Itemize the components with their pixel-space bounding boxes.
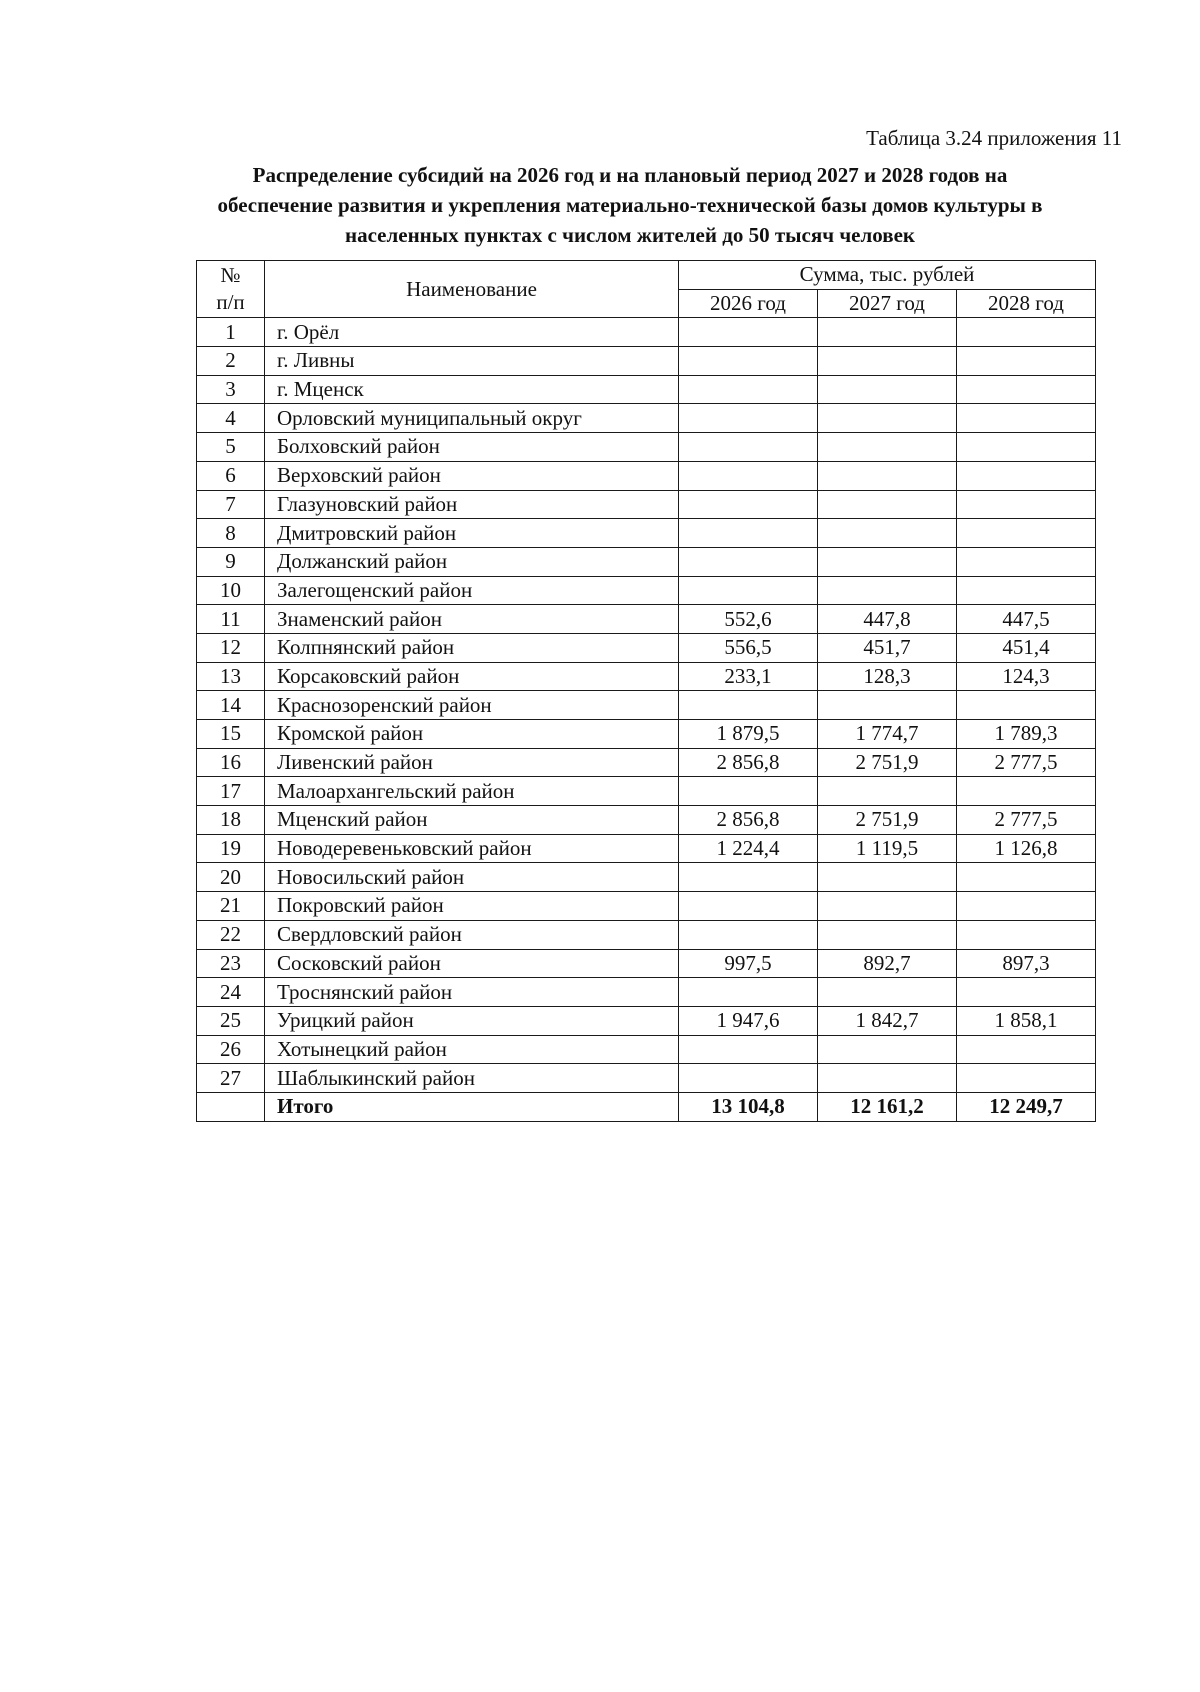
row-name: Орловский муниципальный округ [265, 404, 679, 433]
row-value-2027: 451,7 [818, 633, 957, 662]
row-value-2026: 1 879,5 [679, 720, 818, 749]
row-name: Краснозоренский район [265, 691, 679, 720]
row-name: Новодеревеньковский район [265, 834, 679, 863]
row-value-2028 [957, 1064, 1096, 1093]
row-value-2027 [818, 433, 957, 462]
table-row [197, 347, 1096, 376]
total-row [197, 1092, 1096, 1121]
row-value-2026 [679, 547, 818, 576]
row-value-2027: 1 842,7 [818, 1006, 957, 1035]
row-value-2028: 1 126,8 [957, 834, 1096, 863]
table-row [197, 461, 1096, 490]
document-title [150, 160, 1110, 250]
row-number: 8 [197, 519, 265, 548]
row-number: 11 [197, 605, 265, 634]
row-number: 18 [197, 806, 265, 835]
row-value-2027 [818, 318, 957, 347]
row-name: Корсаковский район [265, 662, 679, 691]
row-name: Болховский район [265, 433, 679, 462]
row-name: Малоархангельский район [265, 777, 679, 806]
column-number-header [197, 261, 265, 318]
total-number-cell [197, 1092, 265, 1121]
row-number: 27 [197, 1064, 265, 1093]
table-row [197, 662, 1096, 691]
table-row [197, 1006, 1096, 1035]
row-value-2028: 447,5 [957, 605, 1096, 634]
table-row [197, 576, 1096, 605]
table-row [197, 920, 1096, 949]
row-value-2027: 2 751,9 [818, 806, 957, 835]
row-value-2027 [818, 461, 957, 490]
row-value-2027 [818, 691, 957, 720]
row-number: 26 [197, 1035, 265, 1064]
row-value-2028 [957, 892, 1096, 921]
row-value-2026 [679, 490, 818, 519]
row-value-2026 [679, 863, 818, 892]
row-name: г. Орёл [265, 318, 679, 347]
row-number: 7 [197, 490, 265, 519]
row-value-2026: 552,6 [679, 605, 818, 634]
row-number: 1 [197, 318, 265, 347]
row-value-2027 [818, 1035, 957, 1064]
table-reference: Таблица 3.24 приложения 11 [866, 126, 1122, 150]
row-value-2028: 451,4 [957, 633, 1096, 662]
table-row [197, 892, 1096, 921]
row-name: Глазуновский район [265, 490, 679, 519]
row-value-2027 [818, 777, 957, 806]
row-name: Залегощенский район [265, 576, 679, 605]
row-name: Свердловский район [265, 920, 679, 949]
row-value-2026 [679, 461, 818, 490]
row-value-2028: 897,3 [957, 949, 1096, 978]
row-value-2027: 1 774,7 [818, 720, 957, 749]
column-number-label-2: п/п [216, 290, 245, 315]
row-name: Колпнянский район [265, 633, 679, 662]
row-value-2027: 447,8 [818, 605, 957, 634]
row-number: 15 [197, 720, 265, 749]
row-value-2026: 233,1 [679, 662, 818, 691]
row-number: 3 [197, 375, 265, 404]
row-name: Шаблыкинский район [265, 1064, 679, 1093]
row-value-2027 [818, 863, 957, 892]
table-row [197, 1035, 1096, 1064]
row-value-2028: 124,3 [957, 662, 1096, 691]
row-value-2028 [957, 863, 1096, 892]
row-value-2026: 2 856,8 [679, 748, 818, 777]
row-value-2027 [818, 375, 957, 404]
row-value-2026 [679, 978, 818, 1007]
row-name: Кромской район [265, 720, 679, 749]
row-value-2028 [957, 461, 1096, 490]
row-value-2026 [679, 433, 818, 462]
column-sum-header: Сумма, тыс. рублей [679, 261, 1096, 290]
row-name: Троснянский район [265, 978, 679, 1007]
row-name: Покровский район [265, 892, 679, 921]
row-name: г. Мценск [265, 375, 679, 404]
row-value-2026 [679, 347, 818, 376]
title-line-3: населенных пунктах с числом жителей до 50 тысяч человек [344, 223, 916, 247]
row-value-2026 [679, 576, 818, 605]
total-2027: 12 161,2 [818, 1092, 957, 1121]
row-value-2028 [957, 691, 1096, 720]
row-value-2028 [957, 375, 1096, 404]
row-value-2028: 1 858,1 [957, 1006, 1096, 1035]
row-number: 14 [197, 691, 265, 720]
row-value-2026: 1 224,4 [679, 834, 818, 863]
row-value-2027 [818, 347, 957, 376]
table-row [197, 834, 1096, 863]
total-2028: 12 249,7 [957, 1092, 1096, 1121]
row-name: Должанский район [265, 547, 679, 576]
column-year-2027: 2027 год [818, 289, 957, 318]
table-row [197, 691, 1096, 720]
row-name: Новосильский район [265, 863, 679, 892]
row-value-2026: 2 856,8 [679, 806, 818, 835]
row-number: 23 [197, 949, 265, 978]
table-row [197, 777, 1096, 806]
row-value-2028: 1 789,3 [957, 720, 1096, 749]
row-number: 21 [197, 892, 265, 921]
row-name: Верховский район [265, 461, 679, 490]
table-row [197, 490, 1096, 519]
row-value-2026: 997,5 [679, 949, 818, 978]
row-value-2026 [679, 404, 818, 433]
row-number: 22 [197, 920, 265, 949]
total-label: Итого [265, 1092, 679, 1121]
table-row [197, 806, 1096, 835]
row-number: 12 [197, 633, 265, 662]
row-value-2028 [957, 547, 1096, 576]
row-value-2028 [957, 347, 1096, 376]
row-value-2028: 2 777,5 [957, 806, 1096, 835]
row-value-2027: 128,3 [818, 662, 957, 691]
row-number: 17 [197, 777, 265, 806]
row-value-2027 [818, 576, 957, 605]
total-2026: 13 104,8 [679, 1092, 818, 1121]
table-row [197, 433, 1096, 462]
row-number: 6 [197, 461, 265, 490]
row-value-2026: 556,5 [679, 633, 818, 662]
row-number: 13 [197, 662, 265, 691]
row-name: Ливенский район [265, 748, 679, 777]
title-line-2: обеспечение развития и укрепления материально-технической базы домов культуры в [217, 193, 1043, 217]
column-year-2026: 2026 год [679, 289, 818, 318]
table-row [197, 720, 1096, 749]
row-value-2027: 2 751,9 [818, 748, 957, 777]
row-value-2026: 1 947,6 [679, 1006, 818, 1035]
row-value-2028 [957, 1035, 1096, 1064]
row-name: Знаменский район [265, 605, 679, 634]
row-value-2028 [957, 576, 1096, 605]
row-value-2028 [957, 433, 1096, 462]
row-value-2026 [679, 1064, 818, 1093]
row-value-2028 [957, 777, 1096, 806]
row-number: 20 [197, 863, 265, 892]
table-row [197, 978, 1096, 1007]
row-name: Сосковский район [265, 949, 679, 978]
row-value-2027 [818, 920, 957, 949]
row-number: 16 [197, 748, 265, 777]
row-value-2026 [679, 318, 818, 347]
row-value-2027: 892,7 [818, 949, 957, 978]
column-name-header: Наименование [265, 261, 679, 318]
row-value-2028 [957, 404, 1096, 433]
row-value-2027 [818, 1064, 957, 1093]
row-value-2028: 2 777,5 [957, 748, 1096, 777]
column-number-label-1: № [220, 263, 241, 288]
row-name: Мценский район [265, 806, 679, 835]
row-number: 4 [197, 404, 265, 433]
row-number: 9 [197, 547, 265, 576]
row-number: 2 [197, 347, 265, 376]
row-value-2028 [957, 519, 1096, 548]
row-number: 25 [197, 1006, 265, 1035]
row-name: Дмитровский район [265, 519, 679, 548]
row-name: Хотынецкий район [265, 1035, 679, 1064]
column-year-2028: 2028 год [957, 289, 1096, 318]
row-value-2026 [679, 920, 818, 949]
table-row [197, 519, 1096, 548]
table-row [197, 605, 1096, 634]
row-name: Урицкий район [265, 1006, 679, 1035]
table-row [197, 748, 1096, 777]
row-value-2027 [818, 519, 957, 548]
table-row [197, 633, 1096, 662]
row-value-2028 [957, 920, 1096, 949]
row-number: 24 [197, 978, 265, 1007]
table-row [197, 404, 1096, 433]
row-number: 10 [197, 576, 265, 605]
row-value-2028 [957, 490, 1096, 519]
table-header [197, 261, 1096, 318]
row-value-2028 [957, 978, 1096, 1007]
row-value-2026 [679, 1035, 818, 1064]
table-row [197, 318, 1096, 347]
table-row [197, 949, 1096, 978]
row-value-2027 [818, 490, 957, 519]
row-number: 5 [197, 433, 265, 462]
row-value-2026 [679, 777, 818, 806]
table-row [197, 863, 1096, 892]
table-body [197, 318, 1096, 1093]
subsidy-table [196, 260, 1096, 1122]
row-value-2027 [818, 547, 957, 576]
row-value-2026 [679, 892, 818, 921]
row-value-2027 [818, 978, 957, 1007]
table-row [197, 1064, 1096, 1093]
row-value-2027 [818, 892, 957, 921]
title-line-1: Распределение субсидий на 2026 год и на плановый период 2027 и 2028 годов на [252, 163, 1008, 187]
row-value-2027 [818, 404, 957, 433]
row-value-2027: 1 119,5 [818, 834, 957, 863]
row-value-2026 [679, 691, 818, 720]
row-value-2026 [679, 375, 818, 404]
row-value-2028 [957, 318, 1096, 347]
row-value-2026 [679, 519, 818, 548]
table-row [197, 547, 1096, 576]
table-row [197, 375, 1096, 404]
row-number: 19 [197, 834, 265, 863]
row-name: г. Ливны [265, 347, 679, 376]
